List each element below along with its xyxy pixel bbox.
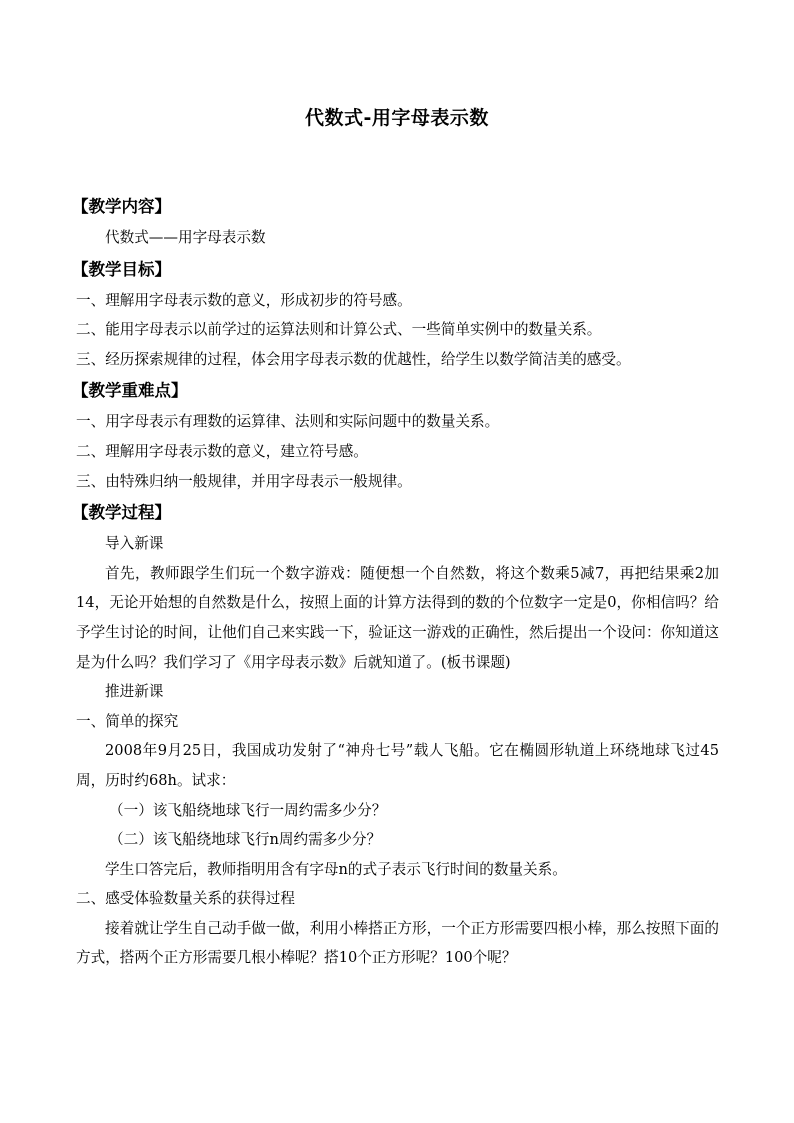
goal-item: 二、能用字母表示以前学过的运算法则和计算公式、一些简单实例中的数量关系。 bbox=[76, 321, 602, 339]
page-title: 代数式-用字母表示数 bbox=[305, 107, 489, 129]
part1-paragraph: 2008年9月25日，我国成功发射了“神舟七号”载人飞船。它在椭圆形轨道上环绕地球飞过45周，历时约68h。试求： bbox=[76, 742, 719, 789]
intro-paragraph: 首先，教师跟学生们玩一个数字游戏：随便想一个自然数，将这个数乘5减7，再把结果乘2加14，无论开始想的自然数是什么，按照上面的计算方法得到的数的个位数字一定是0，你相信吗？给予学生讨论的时间，让他们自己来实践一下，验证这一游戏的正确性，然后提出一个设问：你知道这是为什么吗？我们学习了《用字母表示数》后就知道了。(板书课题) bbox=[76, 564, 719, 671]
section-heading-content: 【教学内容】 bbox=[72, 197, 171, 216]
intro-label: 导入新课 bbox=[105, 535, 164, 553]
goal-item: 三、经历探索规律的过程，体会用字母表示数的优越性，给学生以数学简洁美的感受。 bbox=[76, 350, 631, 368]
section-heading-goals: 【教学目标】 bbox=[72, 259, 171, 279]
section-heading-key-points: 【教学重难点】 bbox=[72, 381, 188, 401]
advance-label: 推进新课 bbox=[105, 683, 164, 701]
part1-heading: 一、简单的探究 bbox=[76, 712, 179, 730]
goal-item: 一、理解用字母表示数的意义，形成初步的符号感。 bbox=[76, 291, 412, 309]
key-point-item: 三、由特殊归纳一般规律，并用字母表示一般规律。 bbox=[76, 472, 412, 490]
part1-question-1: （一）该飞船绕地球飞行一周约需多少分？ bbox=[109, 801, 387, 819]
part2-heading: 二、感受体验数量关系的获得过程 bbox=[76, 890, 295, 908]
part1-note: 学生口答完后，教师指明用含有字母n的式子表示飞行时间的数量关系。 bbox=[105, 860, 567, 878]
section-heading-process: 【教学过程】 bbox=[72, 503, 171, 523]
key-point-item: 二、理解用字母表示数的意义，建立符号感。 bbox=[76, 442, 368, 460]
content-text: 代数式——用字母表示数 bbox=[105, 229, 266, 246]
document-body bbox=[72, 190, 719, 973]
key-point-item: 一、用字母表示有理数的运算律、法则和实际问题中的数量关系。 bbox=[76, 413, 500, 431]
part2-paragraph: 接着就让学生自己动手做一做，利用小棒搭正方形，一个正方形需要四根小棒，那么按照下面的方式，搭两个正方形需要几根小棒呢？搭10个正方形呢？100个呢？ bbox=[76, 919, 719, 967]
part1-question-2: （二）该飞船绕地球飞行n周约需多少分？ bbox=[109, 831, 382, 849]
